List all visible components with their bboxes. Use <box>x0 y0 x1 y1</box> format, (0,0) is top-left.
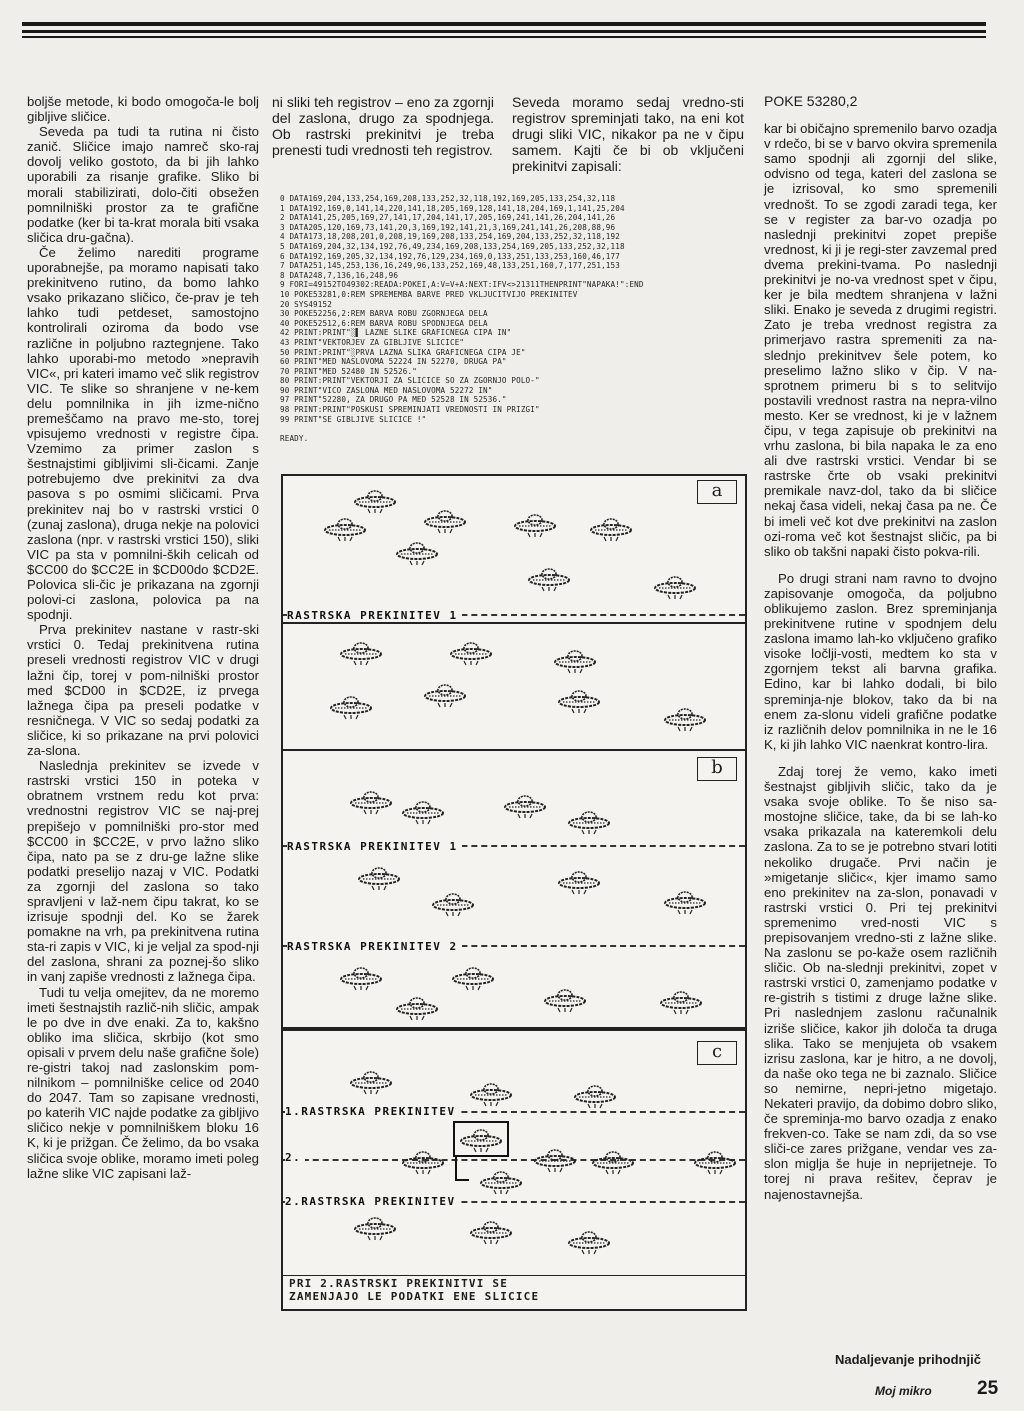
listing-line: 20 SYS49152 <box>280 299 332 309</box>
ufo-sprite-icon <box>349 1069 393 1095</box>
raster-caption: 2.RASTRSKA PREKINITEV <box>285 1195 460 1208</box>
raster-caption: RASTRSKA PREKINITEV 2 <box>287 940 462 953</box>
column-3 <box>512 94 744 174</box>
listing-line: 80 PRINT:PRINT"VEKTORJI ZA SLICICE SO ZA ZGORNJO POLO-" <box>280 376 540 386</box>
basic-listing <box>280 194 760 444</box>
listing-line: 7 DATA251,145,253,136,16,249,96,133,252,169,48,133,251,160,7,177,251,153 <box>280 261 620 271</box>
paragraph: Po drugi strani nam ravno to dvojno zapisovanje omogoča, da poljubno oblikujemo zaslon. Brez spreminjanja prekinitvene rutine v spodnjem delu zaslona imamo lah-ko vključeno grafiko visoke ločlji-vosti, medtem ko sta v zgornjem tekst ali barvna grafika. Edino, kar bi lahko dodali, bi bilo spreminja-nje blokov, tako da bi na enem za-slonu videli grafične podatke iz različnih delov pomnilnika in ne le 16 K, ki jih lahko VIC naenkrat kontro-lira. <box>764 570 997 752</box>
ufo-sprite-icon <box>693 1149 737 1175</box>
ufo-sprite-icon <box>323 516 367 542</box>
ufo-sprite-icon <box>469 1219 513 1245</box>
paragraph: kar bi običajno spremenilo barvo ozadja v rdečo, bi se v barvo okvira spremenila samo spodnji ali zgornji del slike, odvisno od tega, kateri del zaslona se je izrisoval, ko smo spremenili vrednošt. To se zgodi zaradi tega, ker se v register za bar-vo ozadja po naslednji prekinitvi zopet prepiše vrednost, ki ji je regi-ster zavzemal pred dvema prekini-tvama. Po naslednji prekinitvi je no-va vrednost spet v čipu, ker je bila medtem shranjena v lažni sliki. Enako je seveda z drugimi registri. Zato je treba vrednost registra za primerjavo rastra spremeniti za na-slednjo prekinitvev šele potem, ko preselimo lažno sliko v čip. V na-sprotnem primeru bi s to selitvijo postavili vrednost rastra na nepra-vilno mesto. Ker se vrednost, ki je v lažnem čipu, v tega zapisuje ob prekinitvi na vrhu zaslona, bi bila napaka le za eno ali dve rastrski vrstici. Vendar bi se rastrske črte ob vsaki prekinitvi premikale navz-dol, tako da bi sličice nekaj časa videli, nekaj časa pa ne. Če bi imeli več kot dve prekinitvi na zaslon ozi-roma več kot šestnajst sličic, pa bi sliko ob takšni napaki čisto pokva-rili. <box>764 121 997 559</box>
ufo-sprite-icon <box>589 516 633 542</box>
ufo-sprite-icon <box>573 1083 617 1109</box>
ufo-sprite-icon <box>449 640 493 666</box>
ufo-sprite-icon <box>469 1081 513 1107</box>
ufo-sprite-icon <box>557 688 601 714</box>
ufo-sprite-icon <box>423 682 467 708</box>
ufo-sprite-icon <box>553 648 597 674</box>
paragraph: Seveda moramo sedaj vredno-sti registrov spreminjati tako, na eni kot drugi sliki VIC, nikakor pa ne v čipu samem. Kajti če bi ob vključeni prekinitvi zapisali: <box>512 94 744 174</box>
ufo-sprite-icon <box>353 488 397 514</box>
column-4 <box>764 94 997 1202</box>
listing-line: 42 PRINT:PRINT"░▌ LAZNE SLIKE GRAFICNEGA CIPA IN" <box>280 328 512 338</box>
raster-caption: 1.RASTRSKA PREKINITEV <box>285 1105 460 1118</box>
listing-line: 60 PRINT"MED NASLOVOMA 52224 IN 52270, DRUGA PA" <box>280 357 507 367</box>
ufo-sprite-icon <box>659 989 703 1015</box>
figure-label-c: c <box>697 1041 737 1065</box>
listing-line: 9 FORI=49152TO49302:READA:POKEI,A:V=V+A:NEXT:IFV<>21311THENPRINT"NAPAKA!":END <box>280 280 644 290</box>
header-rule <box>22 30 986 33</box>
listing-line: 70 PRINT"MED 52480 IN 52526." <box>280 366 417 376</box>
ufo-sprite-icon <box>653 574 697 600</box>
listing-line: 43 PRINT"VEKTORJEV ZA GIBLJIVE SLICICE" <box>280 337 465 347</box>
paragraph: Naslednja prekinitev se izvede v rastrski vrstici 150 in poteka v obratnem vrstnem redu kot prva: vrednostni registrov VIC se naj-prej prepišejo v pomnilniški pro-stor med $CC00 in $CC2E, v prvo lažno sliko čipa, nato pa se z dru-ge lažne slike podatki preselijo nazaj v VIC. Podatki za zgornji del zaslona so tako spravljeni v laž-nem čipu takrat, ko se izrisuje spodnji del. Ko se žarek pomakne na vrh, pa prekinitvena rutina sta-ri zapis v VIC, ki je veljal za spod-nji del zaslona, shrani za poznej-šo sliko in vanj zapiše vrednosti z lažnega čipa. <box>27 758 259 985</box>
ufo-sprite-icon <box>533 1147 577 1173</box>
listing-line: 50 PRINT:PRINT"░PRVA LAZNA SLIKA GRAFICNEGA CIPA JE" <box>280 347 526 357</box>
listing-line: 1 DATA192,169,0,141,14,220,141,18,205,169,128,141,18,204,169,1,141,25,204 <box>280 203 625 213</box>
listing-line: 3 DATA205,120,169,73,141,20,3,169,192,141,21,3,169,241,141,26,208,88,96 <box>280 222 616 232</box>
figure-label-b: b <box>697 757 737 781</box>
ufo-sprite-icon <box>663 706 707 732</box>
column-2 <box>272 94 494 158</box>
ufo-sprite-icon <box>431 891 475 917</box>
paragraph: boljše metode, ki bodo omogoča-le bolj gibljive sličice. <box>27 94 259 125</box>
listing-line: 2 DATA141,25,205,169,27,141,17,204,141,17,205,169,241,141,26,204,141,26 <box>280 213 616 223</box>
listing-line: 98 PRINT:PRINT"POSKUSI SPREMINJATI VREDNOSTI IN PRIZGI" <box>280 405 540 415</box>
continued-notice: Nadaljevanje prihodnjič <box>835 1352 981 1367</box>
paragraph: Seveda pa tudi ta rutina ni čisto zanič. Sličice imajo namreč sko-raj dovolj veliko gostoto, da bi jih lahko uporabili za risanje grafike. Sliko bi morali stabilizirati, dolo-čiti obsežen pomnilniški prostor za te grafične podatke (ker bi ta-krat morala biti vsaka sličica dru-gačna). <box>27 124 259 245</box>
figure-label-a: a <box>697 480 737 504</box>
listing-line: 8 DATA248,7,136,16,248,96 <box>280 270 399 280</box>
listing-line: 99 PRINT"SE GIBLJIVE SLICICE !" <box>280 414 427 424</box>
raster-caption: RASTRSKA PREKINITEV 1 <box>287 609 462 622</box>
ufo-sprite-icon <box>401 1149 445 1175</box>
listing-line: 0 DATA169,204,133,254,169,208,133,252,32,118,192,169,205,133,254,32,118 <box>280 194 616 203</box>
listing-line: 4 DATA173,18,208,201,0,208,19,169,208,133,254,169,204,133,252,32,118,192 <box>280 232 620 242</box>
figure-b <box>281 749 747 1029</box>
ufo-sprite-icon <box>451 965 495 991</box>
ufo-sprite-icon <box>557 869 601 895</box>
ufo-sprite-icon <box>401 799 445 825</box>
listing-line: 90 PRINT"VICO ZASLONA MED NASLOVOMA 52272 IN" <box>280 385 493 395</box>
figure-c <box>281 1029 747 1311</box>
listing-line: 6 DATA192,169,205,32,134,192,76,129,234,169,0,133,251,133,253,160,46,177 <box>280 251 620 261</box>
figure-a-continued <box>281 624 747 749</box>
listing-line: 5 DATA169,204,32,134,192,76,49,234,169,208,133,254,169,205,133,252,32,118 <box>280 241 625 251</box>
ufo-sprite-icon <box>543 987 587 1013</box>
figure-a <box>281 474 747 624</box>
ufo-sprite-icon <box>567 809 611 835</box>
ufo-sprite-icon <box>339 640 383 666</box>
header-rule <box>22 36 986 38</box>
raster-caption: RASTRSKA PREKINITEV 1 <box>287 840 462 853</box>
header-rule <box>22 22 986 26</box>
ufo-sprite-icon <box>353 1215 397 1241</box>
ufo-sprite-icon <box>527 566 571 592</box>
pointer-arrow <box>455 1157 469 1181</box>
listing-line: 97 PRINT"52280, ZA DRUGO PA MED 52528 IN 52536." <box>280 395 507 405</box>
paragraph: Prva prekinitev nastane v rastr-ski vrstici 0. Tedaj prekinitvena rutina preseli vrednosti registrov VIC v drugi lažni čip, torej v pom-nilniški prostor med $CD00 in $CD2E, iz prvega lažnega čipa pa preseli podatke v resničnega. V VIC so sedaj podatki za sličice, ki so prikazane na prvi polovici za-slona. <box>27 622 259 759</box>
paragraph: Če želimo narediti programe uporabnejše, pa moramo napisati tako prekinitveno rutino, da bomo lahko vsako prikazano sličico, če-prav je teh lahko tudi petdeset, samostojno kontrolirali oziroma da bodo vse različne in poljubno raztegnjene. Tako lahko uporabi-mo metodo »nepravih VIC«, pri kateri imamo več slik registrov VIC. Te slike so shranjene v ne-kem delu pomnilnika in jih izme-nično premeščamo na pravo me-sto, torej vpisujemo vrednosti v registre čipa. Vzemimo za primer zaslon s šestnajstimi gibljivimi sli-čicami. Zanje potrebujemo dve prekinitvi za dva pasova s po osmimi sličicami. Prva prekinitev naj bo v rastrski vrstici 0 (zunaj zaslona), druga nekje na polovici zaslona (npr. v rastrski vrstici 150), sliki VIC pa sta v pomnilni-ških celicah od $CC00 do $CC2E in $CD00do $CD2E. Polovica sli-čic je prikazana na zgornji polovi-ci zaslona, polovica pa na spodnji. <box>27 244 259 623</box>
ufo-sprite-icon <box>503 793 547 819</box>
ufo-sprite-icon <box>423 508 467 534</box>
ufo-sprite-icon <box>459 1127 503 1153</box>
paragraph: ni sliki teh registrov – eno za zgornji del zaslona, drugo za spodnjega. Ob rastrski prekinitvi je treba prenesti tudi vrednosti teh registrov. <box>272 94 494 158</box>
poke-statement: POKE 53280,2 <box>764 93 858 109</box>
ufo-sprite-icon <box>395 995 439 1021</box>
ufo-sprite-icon <box>513 512 557 538</box>
ready-prompt: READY. <box>280 434 309 444</box>
ufo-sprite-icon <box>339 965 383 991</box>
ufo-sprite-icon <box>663 889 707 915</box>
ufo-sprite-icon <box>567 1229 611 1255</box>
ufo-sprite-icon <box>349 789 393 815</box>
ufo-sprite-icon <box>395 540 439 566</box>
ufo-sprite-icon <box>479 1169 523 1195</box>
divider <box>283 1275 745 1276</box>
figure-caption: PRI 2.RASTRSKI PREKINITVI SE ZAMENJAJO LE PODATKI ENE SLICICE <box>289 1277 540 1303</box>
ufo-sprite-icon <box>357 865 401 891</box>
ufo-sprite-icon <box>329 694 373 720</box>
ufo-sprite-icon <box>591 1149 635 1175</box>
raster-line <box>283 1159 745 1161</box>
column-1 <box>27 94 259 1181</box>
listing-line: 40 POKE52512,6:REM BARVA ROBU SPODNJEGA DELA <box>280 318 488 328</box>
magazine-name: Moj mikro <box>875 1384 932 1398</box>
paragraph: Tudi tu velja omejitev, da ne moremo imeti šestnajstih različ-nih sličic, ampak le po dve in dve enaki. Za to, kakšno obliko ima sličica, skrbijo (kot smo opisali v prvem delu naše grafične šole) re-gistri takoj nad zaslonskim pom-nilnikom – pomnilniške celice od 2040 do 2047. Tam so zapisane vrednosti, po katerih VIC najde podatke za gibljivo sličico nekje v pomnilniškem bloku 16 K, ki je prižgan. Če želimo, da bo vsaka sličica svoje oblike, moramo imeti poleg lažne slike VIC zapisani laž- <box>27 984 259 1181</box>
page-number: 25 <box>977 1378 999 1399</box>
listing-line: 30 POKE52256,2:REM BARVA ROBU ZGORNJEGA DELA <box>280 309 488 319</box>
paragraph: Zdaj torej že vemo, kako imeti šestnajst gibljivih sličic, tako da je vsaka svoje oblike. To še niso sa-mostojne sličice, take, da bi se lah-ko vsaka prikazala na kateremkoli delu zaslona. Za to se je potrebno stvari lotiti nekoliko drugače. Prvi način je »migetanje sličic«, kjer imamo samo eno prekinitev na za-slon, ponavadi v rastrski vrstici 0. Pri tej prekinitvi spremenimo vred-nosti VIC s prepisovanjem vredno-sti z lažne slike. Na zaslonu se po-kaže osem različnih sličic. Ob na-slednji prekinitvi, zopet v rastrski vrstici 0, zamenjamo podatke v re-gistrih s tistimi z druge lažne slike. Pri naslednjem zaslonu računalnik izriše sličice, kakor jih določa ta druga slika. Tako se menjujeta ob vsakem izrisu zaslona, kar je hitro, a ne dovolj, da naše oko tega ne bi zaznalo. Sličice so nemirne, nepri-jetno migetajo. Nekateri pravijo, da dobimo dobro sliko, če spreminja-mo barvo ozadja z enako frekven-co. Take se nam zdi, da so vse sliči-ce zares prižgane, vendar ves za-slon miglja še huje in neprijetneje. To torej ni prava rešitev, čeprav je najenostavnejša. <box>764 763 997 1202</box>
listing-line: 10 POKE53281,0:REM SPREMEMBA BARVE PRED VKLJUCITVIJO PREKINITEV <box>280 289 578 299</box>
raster-caption: 2. <box>285 1151 305 1164</box>
